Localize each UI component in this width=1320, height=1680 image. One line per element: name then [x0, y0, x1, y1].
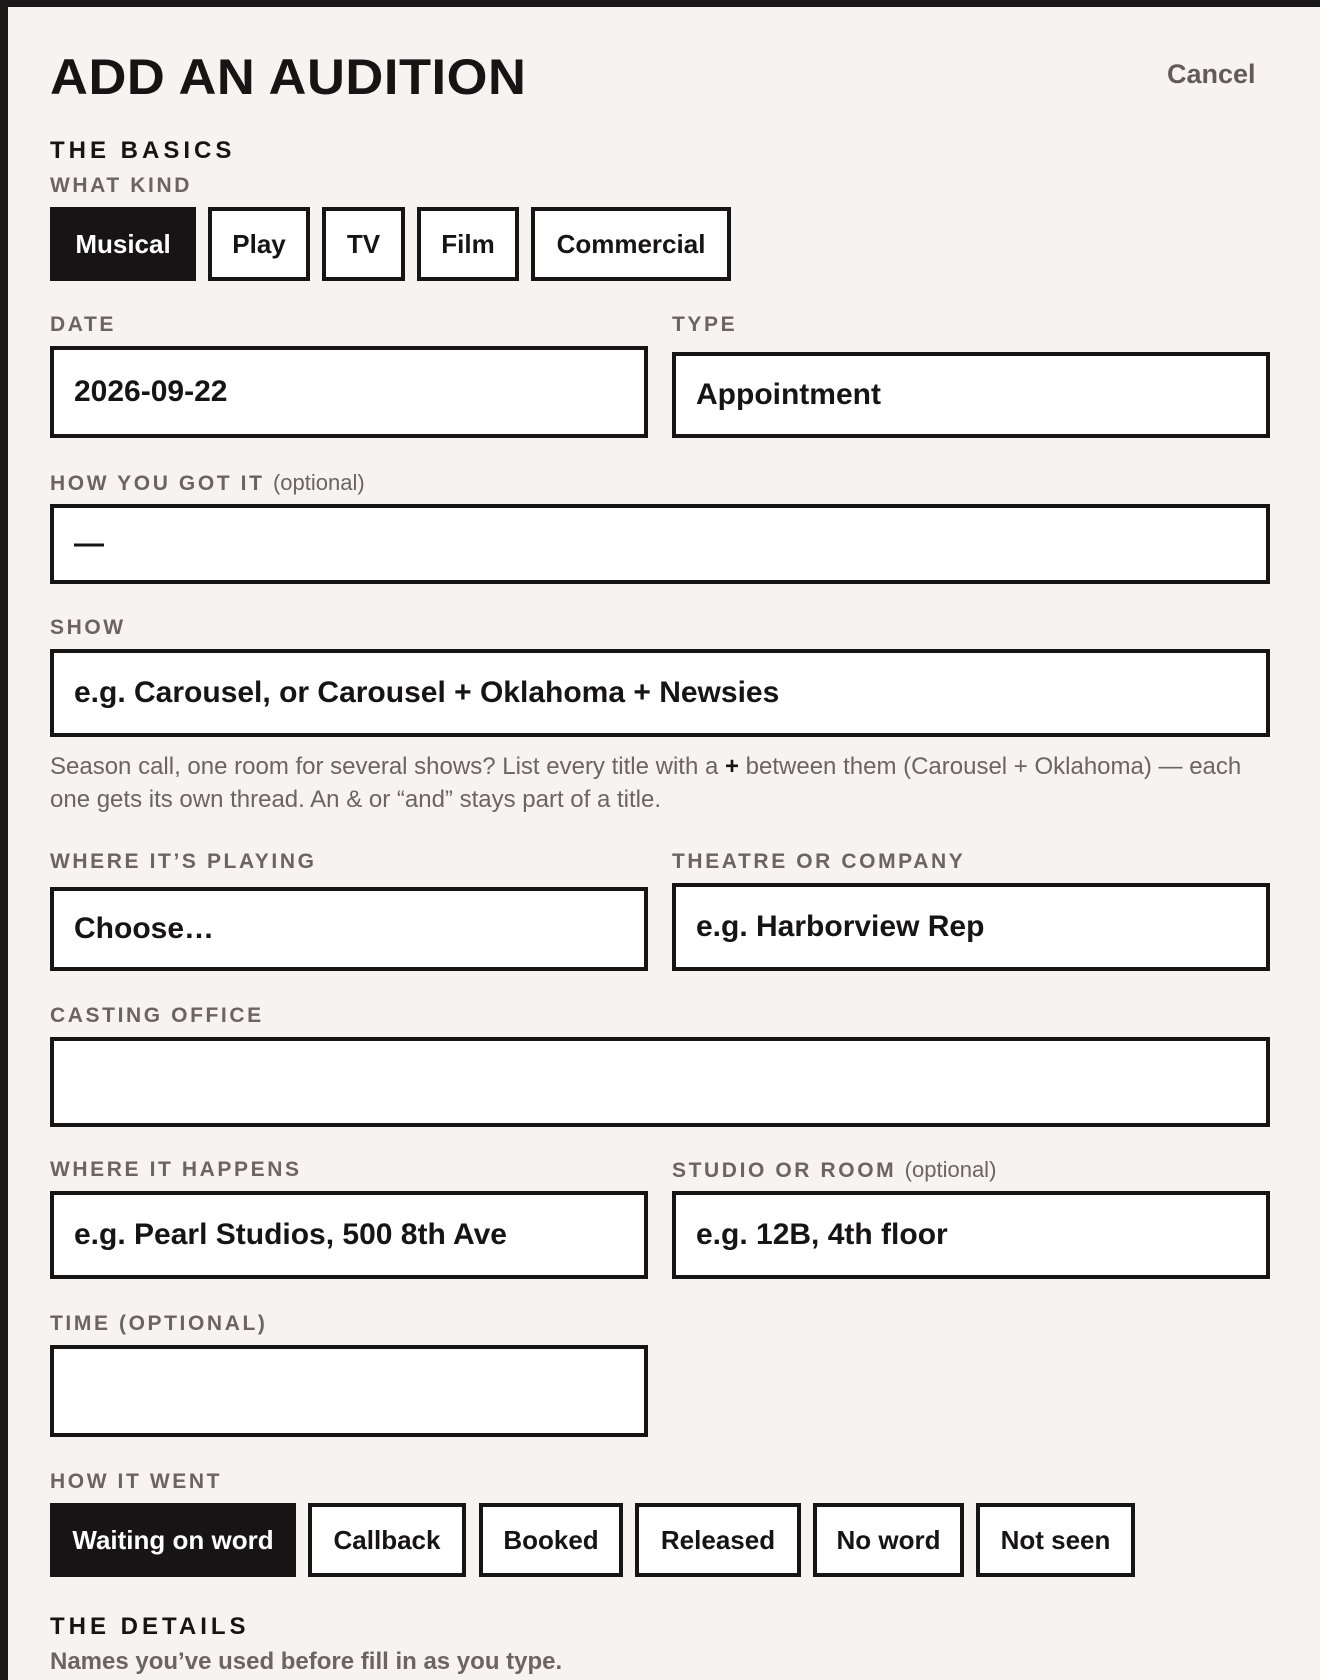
outcome-option-released[interactable]: Released [635, 1503, 801, 1577]
casting-office-input[interactable] [50, 1037, 1270, 1127]
details-subtitle: Names you’ve used before fill in as you type. [50, 1648, 563, 1675]
outcome-option-not-seen[interactable]: Not seen [976, 1503, 1135, 1577]
optional-note: (optional) [272, 470, 365, 495]
where-happens-label: WHERE IT HAPPENS [50, 1158, 302, 1181]
date-field[interactable]: 2026-09-22 [50, 346, 648, 438]
show-label: SHOW [50, 616, 126, 639]
outcome-option-callback[interactable]: Callback [308, 1503, 466, 1577]
section-title-details: THE DETAILS [50, 1613, 250, 1640]
type-select[interactable]: Appointment [672, 352, 1270, 438]
how-you-got-it-label: HOW YOU GOT IT (optional) [50, 470, 365, 495]
kind-option-film[interactable]: Film [417, 207, 519, 281]
page-title: ADD AN AUDITION [50, 49, 527, 105]
outcome-option-waiting[interactable]: Waiting on word [50, 1503, 296, 1577]
kind-option-play[interactable]: Play [208, 207, 310, 281]
where-playing-label: WHERE IT’S PLAYING [50, 850, 317, 873]
theatre-input[interactable]: e.g. Harborview Rep [672, 883, 1270, 971]
casting-office-label: CASTING OFFICE [50, 1004, 264, 1027]
how-it-went-label: HOW IT WENT [50, 1470, 223, 1493]
time-label: TIME (OPTIONAL) [50, 1312, 268, 1335]
what-kind-label: WHAT KIND [50, 174, 192, 197]
section-title-basics: THE BASICS [50, 137, 236, 164]
kind-option-tv[interactable]: TV [322, 207, 405, 281]
show-input[interactable]: e.g. Carousel, or Carousel + Oklahoma + Newsies [50, 649, 1270, 737]
outcome-option-booked[interactable]: Booked [479, 1503, 623, 1577]
date-label: DATE [50, 313, 117, 336]
add-audition-dialog [8, 7, 1320, 1680]
studio-input[interactable]: e.g. 12B, 4th floor [672, 1191, 1270, 1279]
optional-note: (optional) [904, 1157, 997, 1182]
kind-option-commercial[interactable]: Commercial [531, 207, 731, 281]
theatre-label: THEATRE OR COMPANY [672, 850, 966, 873]
show-help-text: Season call, one room for several shows? List every title with a + between them (Carousel + Oklahoma) — each one gets its own thread. An & or “and” stays part of a title. [50, 753, 1242, 813]
outcome-option-no-word[interactable]: No word [813, 1503, 964, 1577]
kind-option-musical[interactable]: Musical [50, 207, 196, 281]
time-input[interactable] [50, 1345, 648, 1437]
where-happens-input[interactable]: e.g. Pearl Studios, 500 8th Ave [50, 1191, 648, 1279]
studio-label: STUDIO OR ROOM (optional) [672, 1157, 997, 1182]
cancel-button[interactable]: Cancel [1167, 59, 1256, 89]
type-label: TYPE [672, 313, 738, 336]
where-playing-select[interactable]: Choose… [50, 887, 648, 971]
how-you-got-it-select[interactable]: — [50, 504, 1270, 584]
